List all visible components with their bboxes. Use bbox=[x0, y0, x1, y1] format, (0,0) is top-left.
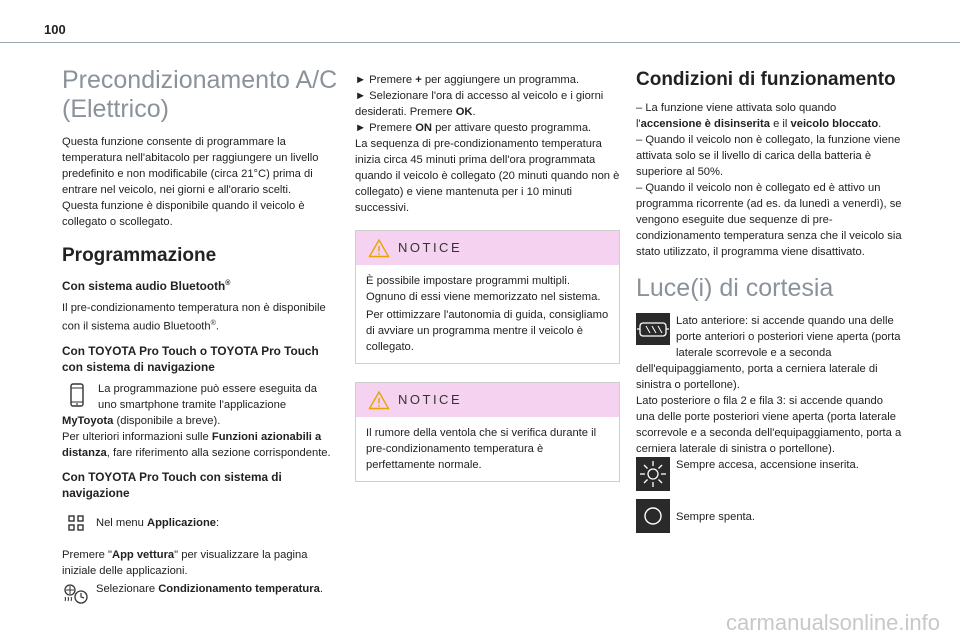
notice-label: NOTICE bbox=[398, 392, 463, 407]
protouch-nav-subheading: Con TOYOTA Pro Touch con sistema di navigazione bbox=[62, 469, 282, 500]
menu-application-row: Nel menu Applicazione: bbox=[62, 509, 338, 537]
watermark: carmanualsonline.info bbox=[725, 610, 940, 635]
notice-header bbox=[356, 383, 619, 417]
warning-triangle-icon bbox=[368, 238, 390, 258]
intro-paragraph-2: Questa funzione è disponibile quando il veicolo è collegato o scollegato. bbox=[62, 200, 305, 228]
section-title-preconditioning: Precondizionamento A/C (Elettrico) bbox=[62, 66, 338, 123]
protouch-subheading: Con TOYOTA Pro Touch o TOYOTA Pro Touch con sistema di navigazione bbox=[62, 343, 319, 374]
light-off-icon bbox=[636, 499, 670, 533]
step-select-time: ► Selezionare l'ora di accesso al veicolo e i giorni desiderati. Premere OK. bbox=[355, 90, 604, 118]
always-on-item: Sempre accesa, accensione inserita. bbox=[636, 457, 904, 495]
smartphone-icon bbox=[62, 381, 92, 411]
condition-3: – Quando il veicolo non è collegato ed è attivo un programma ricorrente (ad es. da lunedì a venerdì), se vengono eseguite due sequenze di pre-condizionamento temperatura senza che il veicolo sia stato utilizzato, il programma viene disattivato. bbox=[636, 182, 902, 258]
notice-box-2 bbox=[355, 382, 620, 482]
column-1 bbox=[62, 66, 338, 615]
sequence-paragraph: La sequenza di pre-condizionamento temperatura inizia circa 45 minuti prima dell'ora programmata quando il veicolo è collegato (20 minuti quando non è collegato) e viene mantenuta per i 10 minuti successivi. bbox=[355, 138, 620, 214]
select-climate-row: Selezionare Condizionamento temperatura. bbox=[62, 581, 338, 609]
programming-heading: Programmazione bbox=[62, 245, 217, 266]
warning-triangle-icon bbox=[368, 390, 390, 410]
bluetooth-text: Il pre-condizionamento temperatura non è disponibile con il sistema audio Bluetooth®. bbox=[62, 301, 326, 333]
notice1-paragraph-1: È possibile impostare programmi multipli. Ognuno di essi viene memorizzato nel sistema. bbox=[366, 275, 601, 303]
column-3 bbox=[636, 68, 904, 537]
operating-conditions-heading: Condizioni di funzionamento bbox=[636, 69, 896, 90]
notice-label: NOTICE bbox=[398, 240, 463, 255]
climate-timer-icon bbox=[62, 581, 90, 609]
front-light-item: Lato anteriore: si accende quando una delle porte anteriori o posteriori viene aperta (porta laterale scorrevole e a seconda dell'equipaggiamento, porta a cerniera laterale di sinistra o portellone). bbox=[636, 315, 901, 391]
page-number: 100 bbox=[44, 22, 66, 37]
courtesy-light-front-icon bbox=[636, 313, 670, 345]
light-on-icon bbox=[636, 457, 670, 491]
smartphone-note: La programmazione può essere eseguita da uno smartphone tramite l'applicazione MyToyota (disponibile a breve). Per ulteriori informazioni sulle Funzioni azionabili a distanza, fare riferimento alla sezione corrispondente. bbox=[62, 382, 331, 459]
always-off-item: Sempre spenta. bbox=[636, 499, 904, 537]
step-activate: ► Premere ON per attivare questo programma. bbox=[355, 122, 592, 134]
notice-box-1 bbox=[355, 230, 620, 364]
press-app-text: Premere "App vettura" per visualizzare la pagina iniziale delle applicazioni. bbox=[62, 548, 308, 577]
rear-light-item: Lato posteriore o fila 2 e fila 3: si accende quando una delle porte posteriori viene aperta (porta laterale scorrevole e a seconda dell'equipaggiamento, porta a cerniera laterale di sinistra o portellone). bbox=[636, 395, 902, 455]
bluetooth-subheading: Con sistema audio Bluetooth® bbox=[62, 278, 231, 293]
notice2-paragraph: Il rumore della ventola che si verifica durante il pre-condizionamento temperatura è perfettamente normale. bbox=[366, 427, 597, 471]
courtesy-lights-heading: Luce(i) di cortesia bbox=[636, 274, 834, 302]
notice1-paragraph-2: Per ottimizzare l'autonomia di guida, consigliamo di avviare un programma mentre il veicolo è collegato. bbox=[366, 309, 609, 353]
condition-1: – La funzione viene attivata solo quando l'accensione è disinserita e il veicolo bloccato. bbox=[636, 102, 882, 130]
header-rule bbox=[0, 42, 960, 43]
intro-paragraph-1: Questa funzione consente di programmare la temperatura nell'abitacolo per raggiungere un livello predefinito e non modificabile (circa 21°C) prima di entrare nel veicolo, nei giorni e all'orario scelti. bbox=[62, 136, 319, 196]
applications-grid-icon bbox=[62, 509, 90, 537]
notice-header bbox=[356, 231, 619, 265]
step-add-program: ► Premere + per aggiungere un programma. bbox=[355, 74, 580, 86]
column-2 bbox=[355, 72, 620, 492]
condition-2: – Quando il veicolo non è collegato, la funzione viene attivata solo se il livello di carica della batteria è superiore al 50%. bbox=[636, 134, 901, 178]
